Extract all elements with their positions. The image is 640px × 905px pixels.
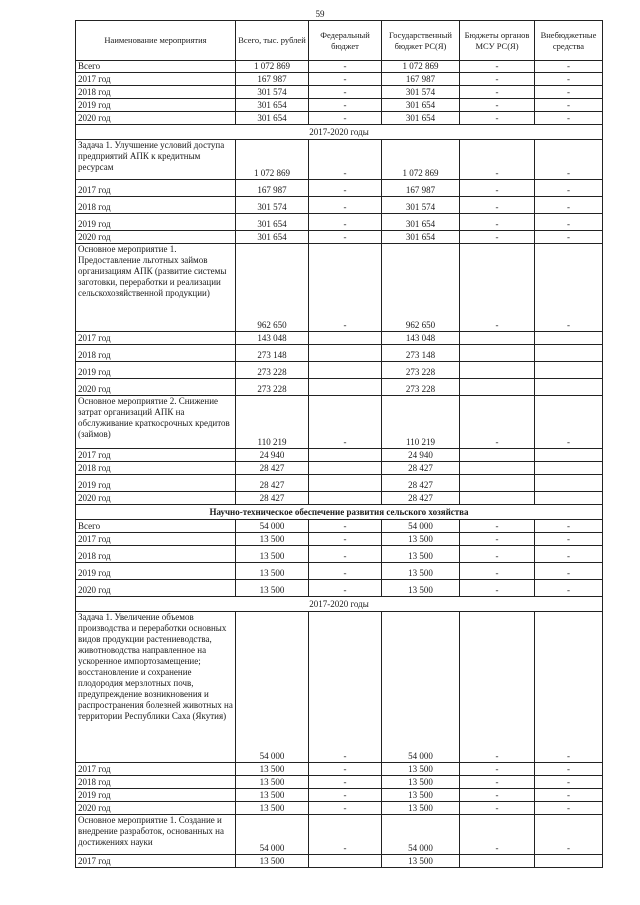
table-row xyxy=(76,244,603,332)
table-row xyxy=(76,180,603,197)
table-row xyxy=(76,379,603,396)
cell-total: 13 500 xyxy=(236,580,309,597)
cell-total: 273 228 xyxy=(236,379,309,396)
header-name: Наименование мероприятия xyxy=(76,21,236,61)
table-row xyxy=(76,763,603,776)
table-row xyxy=(76,462,603,475)
cell-total: 167 987 xyxy=(236,180,309,197)
cell-name: 2020 год xyxy=(76,231,236,244)
cell-state: 28 427 xyxy=(382,475,460,492)
cell-name: 2018 год xyxy=(76,776,236,789)
cell-state: 1 072 869 xyxy=(382,61,460,73)
cell-federal xyxy=(309,379,382,396)
cell-extra: - xyxy=(535,533,603,546)
cell-name: 2020 год xyxy=(76,492,236,505)
cell-total: 110 219 xyxy=(236,396,309,449)
table-row xyxy=(76,492,603,505)
cell-state: 301 654 xyxy=(382,112,460,125)
cell-municipal xyxy=(460,855,535,868)
period-label: 2017-2020 годы xyxy=(76,125,603,140)
cell-municipal: - xyxy=(460,802,535,815)
table-row xyxy=(76,449,603,462)
table-row xyxy=(76,776,603,789)
cell-state: 301 654 xyxy=(382,231,460,244)
cell-federal: - xyxy=(309,231,382,244)
cell-extra: - xyxy=(535,802,603,815)
cell-extra xyxy=(535,362,603,379)
cell-state: 13 500 xyxy=(382,563,460,580)
cell-total: 54 000 xyxy=(236,520,309,533)
cell-federal: - xyxy=(309,789,382,802)
cell-state: 13 500 xyxy=(382,802,460,815)
cell-federal xyxy=(309,362,382,379)
cell-total: 301 654 xyxy=(236,99,309,112)
cell-extra: - xyxy=(535,580,603,597)
table-row xyxy=(76,214,603,231)
cell-extra: - xyxy=(535,180,603,197)
budget-table xyxy=(75,20,603,868)
cell-state: 13 500 xyxy=(382,580,460,597)
cell-municipal: - xyxy=(460,140,535,180)
cell-federal xyxy=(309,449,382,462)
cell-federal: - xyxy=(309,802,382,815)
cell-total: 13 500 xyxy=(236,563,309,580)
cell-extra xyxy=(535,475,603,492)
cell-extra: - xyxy=(535,612,603,763)
cell-municipal: - xyxy=(460,180,535,197)
cell-municipal xyxy=(460,449,535,462)
cell-extra: - xyxy=(535,563,603,580)
cell-name: 2017 год xyxy=(76,449,236,462)
cell-total: 13 500 xyxy=(236,776,309,789)
cell-extra xyxy=(535,449,603,462)
cell-extra: - xyxy=(535,776,603,789)
cell-name: 2019 год xyxy=(76,362,236,379)
table-row xyxy=(76,546,603,563)
table-row xyxy=(76,345,603,362)
table-row xyxy=(76,563,603,580)
cell-extra xyxy=(535,379,603,396)
cell-extra: - xyxy=(535,214,603,231)
header-municipal: Бюджеты органов МСУ РС(Я) xyxy=(460,21,535,61)
cell-municipal xyxy=(460,332,535,345)
cell-federal: - xyxy=(309,763,382,776)
cell-federal: - xyxy=(309,546,382,563)
cell-federal: - xyxy=(309,520,382,533)
cell-municipal: - xyxy=(460,197,535,214)
table-row xyxy=(76,396,603,449)
cell-state: 301 574 xyxy=(382,197,460,214)
cell-extra: - xyxy=(535,546,603,563)
cell-name: 2017 год xyxy=(76,533,236,546)
cell-total: 13 500 xyxy=(236,855,309,868)
cell-name: 2018 год xyxy=(76,197,236,214)
cell-extra xyxy=(535,332,603,345)
header-federal: Федеральный бюджет xyxy=(309,21,382,61)
cell-total: 1 072 869 xyxy=(236,140,309,180)
cell-federal: - xyxy=(309,533,382,546)
table-row xyxy=(76,140,603,180)
cell-municipal: - xyxy=(460,99,535,112)
cell-federal: - xyxy=(309,86,382,99)
cell-federal: - xyxy=(309,61,382,73)
cell-total: 28 427 xyxy=(236,492,309,505)
cell-federal: - xyxy=(309,563,382,580)
cell-state: 167 987 xyxy=(382,180,460,197)
cell-name: 2019 год xyxy=(76,563,236,580)
cell-municipal xyxy=(460,475,535,492)
cell-federal: - xyxy=(309,815,382,855)
cell-name: 2020 год xyxy=(76,580,236,597)
table-row xyxy=(76,73,603,86)
table-row xyxy=(76,612,603,763)
cell-total: 301 654 xyxy=(236,214,309,231)
cell-state: 28 427 xyxy=(382,462,460,475)
cell-name: 2017 год xyxy=(76,332,236,345)
cell-state: 301 574 xyxy=(382,86,460,99)
cell-municipal: - xyxy=(460,563,535,580)
cell-federal: - xyxy=(309,197,382,214)
table-row xyxy=(76,855,603,868)
cell-municipal xyxy=(460,362,535,379)
cell-total: 273 148 xyxy=(236,345,309,362)
cell-extra: - xyxy=(535,763,603,776)
cell-name: Всего xyxy=(76,520,236,533)
cell-municipal: - xyxy=(460,776,535,789)
cell-state: 13 500 xyxy=(382,546,460,563)
table-row xyxy=(76,231,603,244)
header-row xyxy=(76,21,603,61)
cell-federal xyxy=(309,332,382,345)
cell-total: 301 654 xyxy=(236,112,309,125)
table-row xyxy=(76,789,603,802)
cell-state: 110 219 xyxy=(382,396,460,449)
cell-total: 28 427 xyxy=(236,475,309,492)
cell-state: 273 148 xyxy=(382,345,460,362)
cell-name: 2017 год xyxy=(76,73,236,86)
cell-state: 1 072 869 xyxy=(382,140,460,180)
cell-extra: - xyxy=(535,86,603,99)
cell-federal: - xyxy=(309,140,382,180)
cell-total: 28 427 xyxy=(236,462,309,475)
cell-federal: - xyxy=(309,244,382,332)
cell-total: 54 000 xyxy=(236,612,309,763)
section-title: Научно-техническое обеспечение развития сельского хозяйства xyxy=(76,505,603,520)
cell-state: 54 000 xyxy=(382,815,460,855)
cell-name: 2017 год xyxy=(76,763,236,776)
table-row xyxy=(76,802,603,815)
cell-extra: - xyxy=(535,99,603,112)
table-row xyxy=(76,197,603,214)
cell-federal: - xyxy=(309,112,382,125)
cell-municipal xyxy=(460,492,535,505)
cell-name: 2018 год xyxy=(76,462,236,475)
cell-total: 273 228 xyxy=(236,362,309,379)
cell-municipal: - xyxy=(460,546,535,563)
table-row xyxy=(76,475,603,492)
cell-state: 962 650 xyxy=(382,244,460,332)
cell-federal: - xyxy=(309,396,382,449)
cell-name: 2018 год xyxy=(76,345,236,362)
section-title-row xyxy=(76,505,603,520)
cell-federal: - xyxy=(309,73,382,86)
cell-total: 301 574 xyxy=(236,197,309,214)
cell-total: 962 650 xyxy=(236,244,309,332)
cell-total: 13 500 xyxy=(236,546,309,563)
cell-municipal: - xyxy=(460,580,535,597)
cell-federal xyxy=(309,462,382,475)
table-row xyxy=(76,61,603,73)
cell-extra xyxy=(535,462,603,475)
cell-name: 2019 год xyxy=(76,99,236,112)
table-row xyxy=(76,86,603,99)
cell-extra xyxy=(535,492,603,505)
cell-state: 167 987 xyxy=(382,73,460,86)
cell-municipal: - xyxy=(460,73,535,86)
cell-total: 167 987 xyxy=(236,73,309,86)
cell-federal xyxy=(309,492,382,505)
table-row xyxy=(76,580,603,597)
cell-name: 2019 год xyxy=(76,475,236,492)
cell-state: 54 000 xyxy=(382,520,460,533)
cell-state: 54 000 xyxy=(382,612,460,763)
cell-state: 28 427 xyxy=(382,492,460,505)
cell-state: 143 048 xyxy=(382,332,460,345)
cell-total: 143 048 xyxy=(236,332,309,345)
cell-extra: - xyxy=(535,789,603,802)
cell-state: 13 500 xyxy=(382,789,460,802)
cell-total: 24 940 xyxy=(236,449,309,462)
cell-name: 2020 год xyxy=(76,112,236,125)
page-number: 59 xyxy=(315,9,325,19)
period-label-row xyxy=(76,125,603,140)
cell-state: 13 500 xyxy=(382,855,460,868)
table-row xyxy=(76,362,603,379)
cell-state: 24 940 xyxy=(382,449,460,462)
cell-municipal: - xyxy=(460,396,535,449)
cell-name: 2017 год xyxy=(76,855,236,868)
table-row xyxy=(76,815,603,855)
cell-state: 273 228 xyxy=(382,362,460,379)
cell-federal xyxy=(309,855,382,868)
cell-extra: - xyxy=(535,520,603,533)
cell-name: Задача 1. Увеличение объемов производства и переработки основных видов продукции растениеводства, животноводства направленное на ускоренное импортозамещение; восстановление и сохранение плодородия мерзлотных почв, предупреждение возникновения и распространения болезней животных на территории Республики Саха (Якутия) xyxy=(76,612,236,763)
cell-municipal xyxy=(460,462,535,475)
header-extra: Внебюджетные средства xyxy=(535,21,603,61)
cell-total: 13 500 xyxy=(236,533,309,546)
cell-municipal: - xyxy=(460,789,535,802)
cell-name: 2017 год xyxy=(76,180,236,197)
cell-municipal: - xyxy=(460,244,535,332)
header-total: Всего, тыс. рублей xyxy=(236,21,309,61)
cell-total: 13 500 xyxy=(236,802,309,815)
period-label: 2017-2020 годы xyxy=(76,597,603,612)
cell-name: Основное мероприятие 2. Снижение затрат организаций АПК на обслуживание краткосрочных кредитов (займов) xyxy=(76,396,236,449)
cell-name: 2020 год xyxy=(76,802,236,815)
header-state: Государственный бюджет РС(Я) xyxy=(382,21,460,61)
cell-extra: - xyxy=(535,61,603,73)
cell-municipal: - xyxy=(460,763,535,776)
cell-federal: - xyxy=(309,776,382,789)
cell-name: Основное мероприятие 1. Создание и внедрение разработок, основанных на достижениях науки xyxy=(76,815,236,855)
cell-name: Задача 1. Улучшение условий доступа предприятий АПК к кредитным ресурсам xyxy=(76,140,236,180)
cell-name: 2018 год xyxy=(76,546,236,563)
cell-municipal: - xyxy=(460,61,535,73)
cell-extra: - xyxy=(535,815,603,855)
cell-municipal: - xyxy=(460,533,535,546)
cell-municipal: - xyxy=(460,214,535,231)
cell-name: 2018 год xyxy=(76,86,236,99)
cell-federal: - xyxy=(309,99,382,112)
cell-municipal: - xyxy=(460,112,535,125)
cell-total: 13 500 xyxy=(236,789,309,802)
cell-total: 301 574 xyxy=(236,86,309,99)
cell-state: 301 654 xyxy=(382,214,460,231)
cell-federal: - xyxy=(309,214,382,231)
cell-extra xyxy=(535,855,603,868)
table-row xyxy=(76,332,603,345)
cell-municipal: - xyxy=(460,231,535,244)
cell-federal xyxy=(309,475,382,492)
cell-state: 13 500 xyxy=(382,776,460,789)
cell-total: 13 500 xyxy=(236,763,309,776)
cell-federal: - xyxy=(309,612,382,763)
cell-federal xyxy=(309,345,382,362)
cell-municipal xyxy=(460,379,535,396)
cell-total: 301 654 xyxy=(236,231,309,244)
cell-state: 301 654 xyxy=(382,99,460,112)
cell-extra: - xyxy=(535,73,603,86)
table-row xyxy=(76,520,603,533)
cell-name: 2020 год xyxy=(76,379,236,396)
cell-municipal: - xyxy=(460,815,535,855)
cell-municipal: - xyxy=(460,520,535,533)
cell-extra: - xyxy=(535,244,603,332)
cell-extra: - xyxy=(535,197,603,214)
cell-state: 13 500 xyxy=(382,763,460,776)
cell-extra: - xyxy=(535,396,603,449)
cell-state: 13 500 xyxy=(382,533,460,546)
cell-municipal: - xyxy=(460,86,535,99)
cell-extra xyxy=(535,345,603,362)
table-row xyxy=(76,99,603,112)
cell-municipal xyxy=(460,345,535,362)
cell-name: 2019 год xyxy=(76,789,236,802)
cell-extra: - xyxy=(535,112,603,125)
cell-total: 54 000 xyxy=(236,815,309,855)
cell-extra: - xyxy=(535,231,603,244)
cell-federal: - xyxy=(309,180,382,197)
period-label-row xyxy=(76,597,603,612)
table-row xyxy=(76,112,603,125)
cell-municipal: - xyxy=(460,612,535,763)
table-row xyxy=(76,533,603,546)
cell-state: 273 228 xyxy=(382,379,460,396)
cell-name: Всего xyxy=(76,61,236,73)
cell-name: 2019 год xyxy=(76,214,236,231)
cell-name: Основное мероприятие 1. Предоставление льготных займов организациям АПК (развитие системы заготовки, переработки и реализации сельскохозяйственной продукции) xyxy=(76,244,236,332)
cell-extra: - xyxy=(535,140,603,180)
cell-total: 1 072 869 xyxy=(236,61,309,73)
cell-federal: - xyxy=(309,580,382,597)
